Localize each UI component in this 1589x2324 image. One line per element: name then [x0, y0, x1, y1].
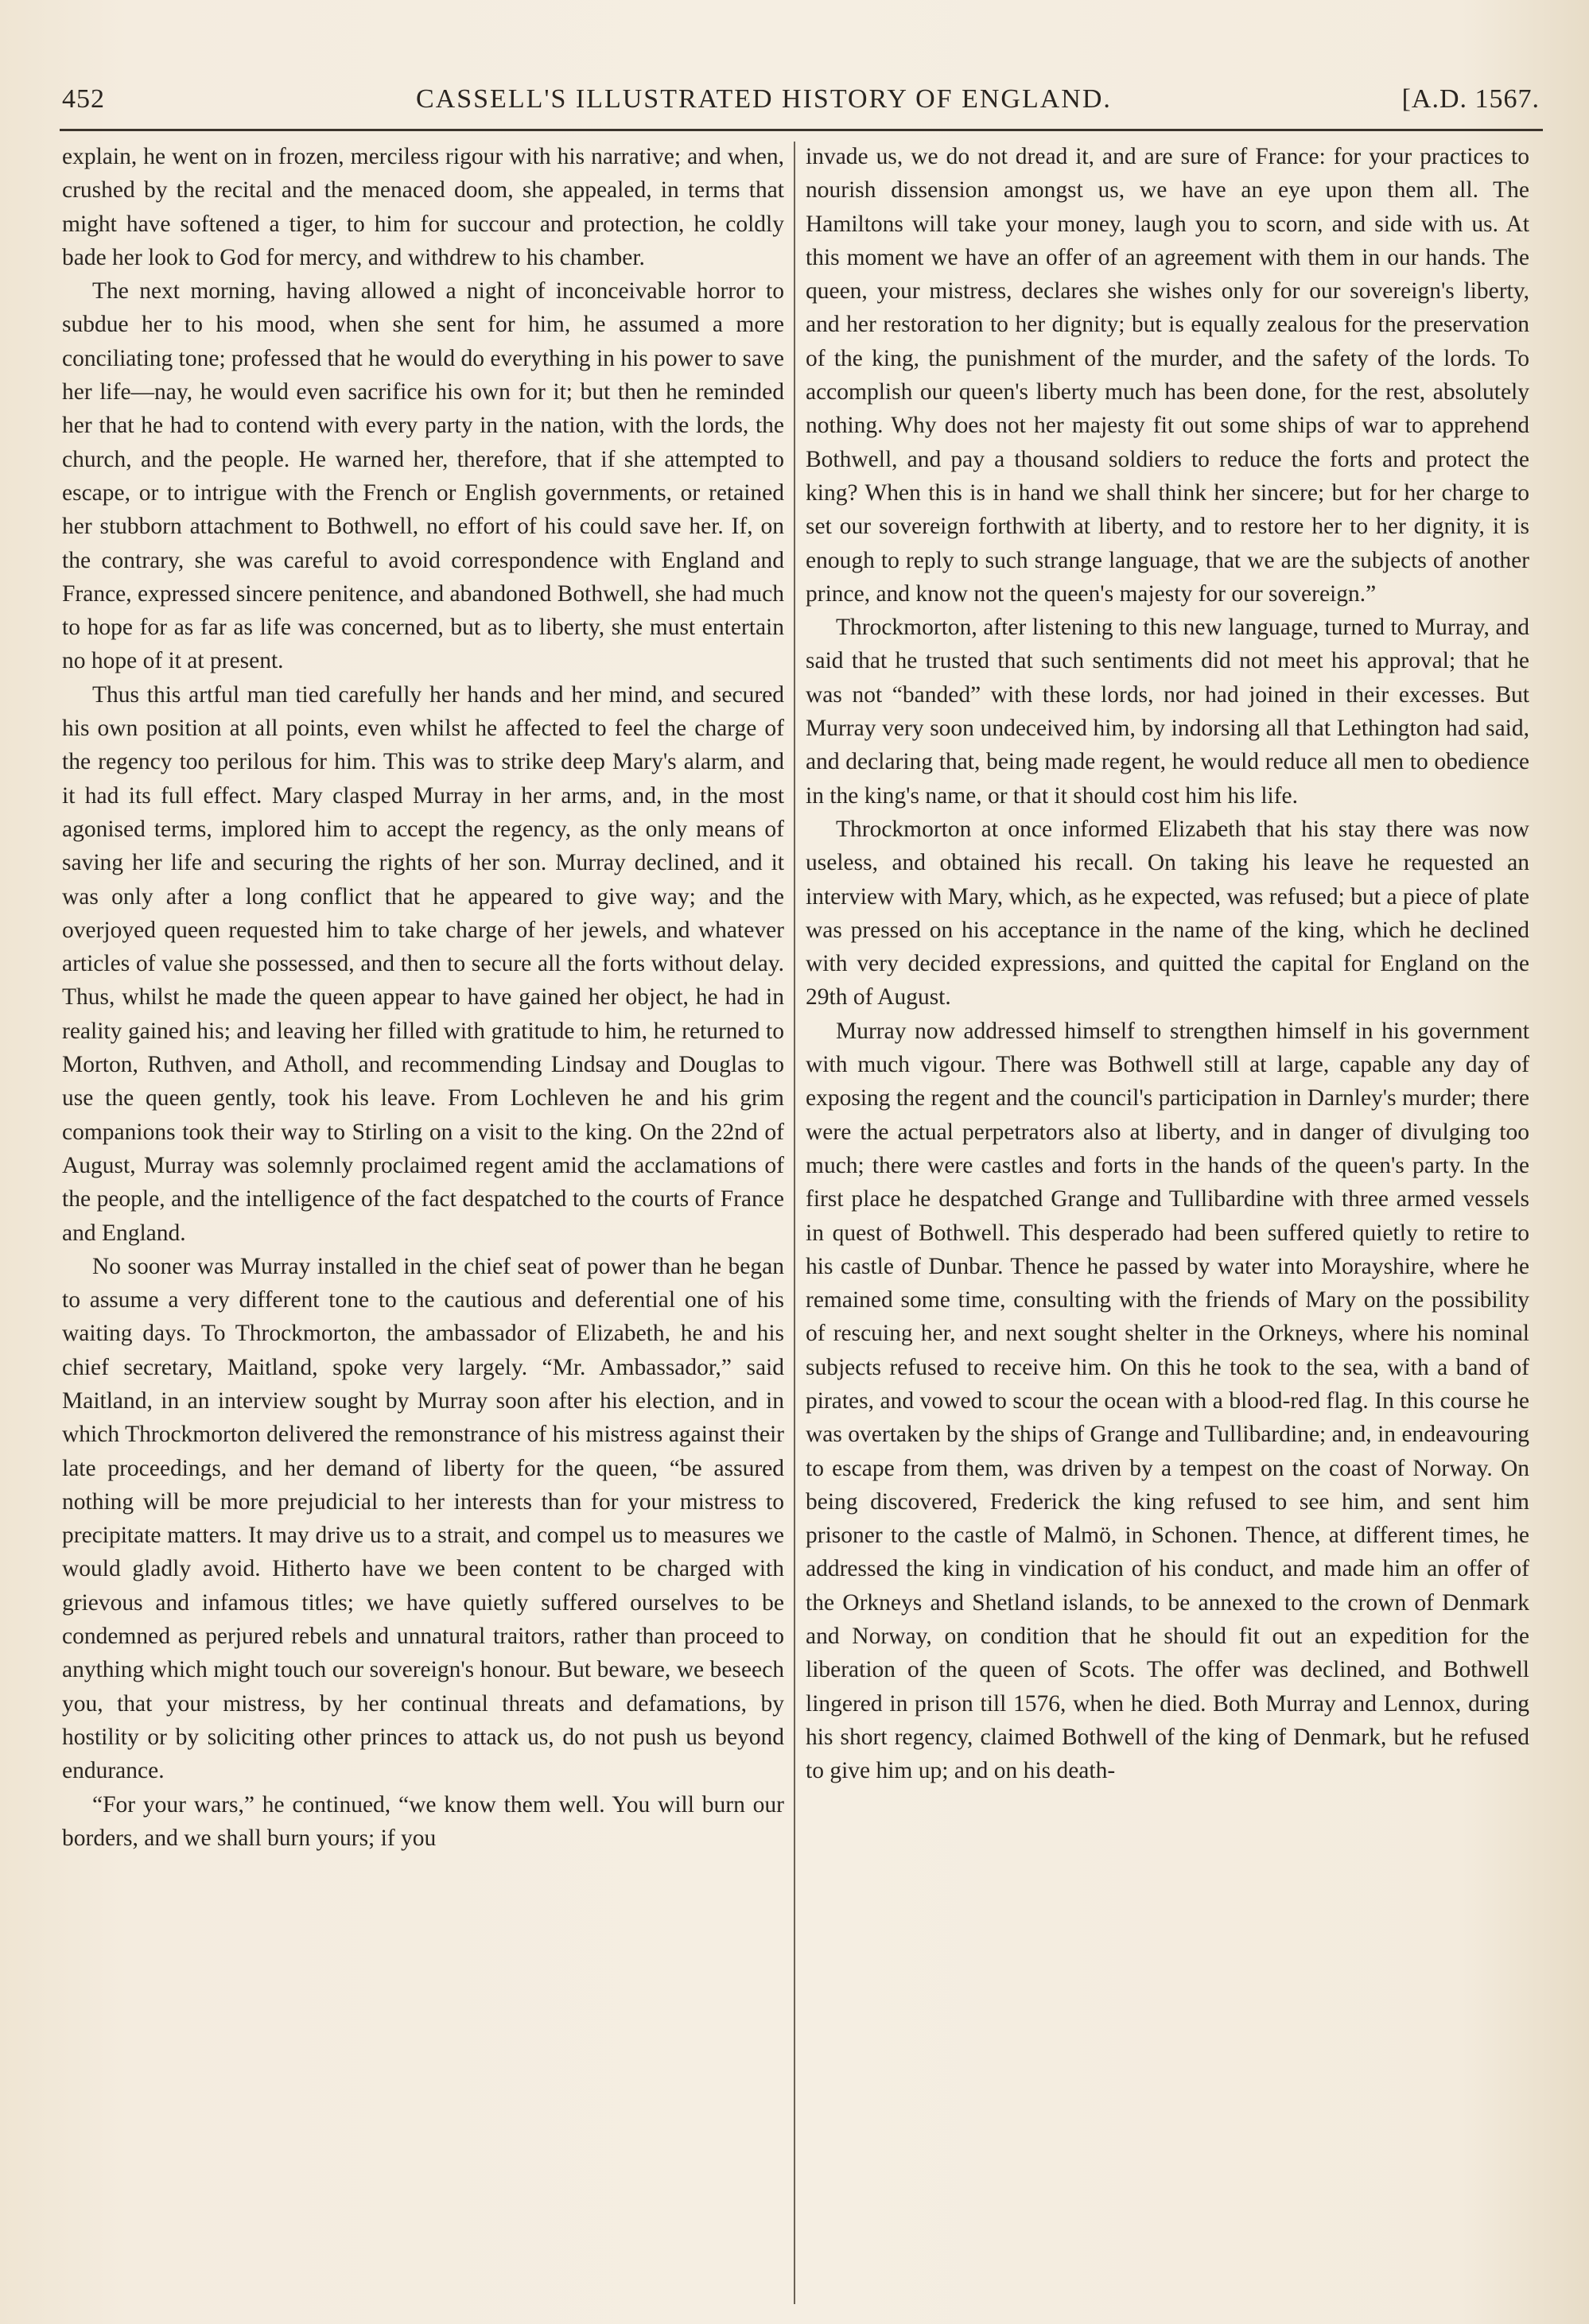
paragraph: explain, he went on in frozen, merciless rigour with his narrative; and when, crushed by the recital and the menaced doom, she appealed, in terms that might have softened a tiger, to him for succour and protection, he coldly bade her look to God for mercy, and withdrew to his chamber.	[62, 144, 784, 270]
paragraph: Throckmorton at once informed Elizabeth that his stay there was now useless, and obtained his recall. On taking his leave he requested an interview with Mary, which, as he expected, was refused; but a piece of plate was pressed on his acceptance in the name of the king, which he declined with very decided expressions, and quitted the capital for England on the 29th of August.	[806, 816, 1529, 1011]
header-rule	[60, 129, 1543, 131]
paragraph: No sooner was Murray installed in the chief seat of power than he began to assume a very different tone to the cautious and deferential one of his waiting days. To Throckmorton, the ambassador of Elizabeth, he and his chief secretary, Maitland, spoke very largely. “Mr. Ambassador,” said Maitland, in an interview sought by Murray soon after his election, and in which Throckmorton delivered the remonstrance of his mistress against their late proceedings, and her demand of liberty for the queen, “be assured nothing will be more prejudicial to her interests than for your mistress to precipitate matters. It may drive us to a strait, and compel us to measures we would gladly avoid. Hitherto have we been content to be charged with grievous and infamous titles; we have quietly suffered ourselves to be condemned as perjured rebels and unnatural traitors, rather than proceed to anything which might touch our sovereign's honour. But beware, we beseech you, that your mistress, by her continual threats and defamations, by hostility or by soliciting other princes to attack us, do not push us beyond endurance.	[62, 1253, 784, 1784]
paragraph: Murray now addressed himself to strengthen himself in his government with much vigour. There was Bothwell still at large, capable any day of exposing the regent and the council's participation in Darnley's murder; there were the actual perpetrators also at liberty, and in danger of divulging too much; there were castles and forts in the hands of the queen's party. In the first place he despatched Grange and Tullibardine with three armed vessels in quest of Bothwell. This desperado had been suffered quietly to retire to his castle of Dunbar. Thence he passed by water into Morayshire, where he remained some time, consulting with the friends of Mary on the possibility of rescuing her, and next sought shelter in the Orkneys, where his nominal subjects refused to receive him. On this he took to the sea, with a band of pirates, and vowed to scour the ocean with a blood-red flag. In this course he was overtaken by the ships of Grange and Tullibardine; and, in endeavouring to escape from them, was driven by a tempest on the coast of Norway. On being discovered, Frederick the king refused to see him, and sent him prisoner to the castle of Malmö, in Schonen. Thence, at different times, he addressed the king in vindication of his conduct, and made him an offer of the Orkneys and Shetland islands, to be annexed to the crown of Denmark and Norway, on condition that he should fit out an expedition for the liberation of the queen of Scots. The offer was declined, and Bothwell lingered in prison till 1576, when he died. Both Murray and Lennox, during his short regency, claimed Bothwell of the king of Denmark, but he refused to give him up; and on his death-	[806, 1018, 1529, 1784]
paragraph: Throckmorton, after listening to this new language, turned to Murray, and said that he trusted that such sentiments did not meet his approval; that he was not “banded” with these lords, nor had joined in their excesses. But Murray very soon undeceived him, by indorsing all that Lethington had said, and declaring that, being made regent, he would reduce all men to obedience in the king's name, or that it should cost him his life.	[806, 615, 1529, 809]
paragraph: Thus this artful man tied carefully her hands and her mind, and secured his own position at all points, even whilst he affected to feel the charge of the regency too perilous for him. This was to strike deep Mary's alarm, and it had its full effect. Mary clasped Murray in her arms, and, in the most agonised terms, implored him to accept the regency, as the only means of saving her life and securing the rights of her son. Murray declined, and it was only after a long conflict that he appeared to give way; and the overjoyed queen requested him to take charge of her jewels, and whatever articles of value she possessed, and then to secure all the forts without delay. Thus, whilst he made the queen appear to have gained her object, he had in reality gained his; and leaving her filled with gratitude to him, he returned to Morton, Ruthven, and Atholl, and recommending Lindsay and Douglas to use the queen gently, took his leave. From Lochleven he and his grim companions took their way to Stirling on a visit to the king. On the 22nd of August, Murray was solemnly proclaimed regent amid the acclamations of the people, and the intelligence of the fact despatched to the courts of France and England.	[62, 681, 784, 1246]
paragraph: invade us, we do not dread it, and are sure of France: for your practices to nourish dissension amongst us, we have an eye upon them all. The Hamiltons will take your money, laugh you to scorn, and side with us. At this moment we have an offer of an agreement with them in our hands. The queen, your mistress, declares she wishes only for our sovereign's liberty, and her restoration to her dignity; but is equally zealous for the preservation of the king, the punishment of the murder, and the safety of the lords. To accomplish our queen's liberty much has been done, for the rest, absolutely nothing. Why does not her majesty fit out some ships of war to apprehend Bothwell, and pay a thousand soldiers to reduce the forts and protect the king? When this is in hand we shall think her sincere; but for her charge to set our sovereign forthwith at liberty, and to restore her to her dignity, it is enough to reply to such strange language, that we are the subjects of another prince, and know not the queen's majesty for our sovereign.”	[806, 144, 1529, 607]
running-header	[62, 84, 1540, 124]
header-date: [A.D. 1567.	[1401, 84, 1540, 114]
running-title: CASSELL'S ILLUSTRATED HISTORY OF ENGLAND.	[416, 84, 1112, 114]
paragraph: “For your wars,” he continued, “we know them well. You will burn our borders, and we shall burn yours; if you	[62, 1791, 784, 1851]
page-number: 452	[62, 84, 105, 114]
paragraph: The next morning, having allowed a night of inconceivable horror to subdue her to his mood, when she sent for him, he assumed a more conciliating tone; professed that he would do everything in his power to save her life—nay, he would even sacrifice his own for it; but then he reminded her that he had to contend with every party in the nation, with the lords, the church, and the people. He warned her, therefore, that if she attempted to escape, or to intrigue with the French or English governments, or retained her stubborn attachment to Bothwell, no effort of his could save her. If, on the contrary, she was careful to avoid correspondence with England and France, expressed sincere penitence, and abandoned Bothwell, she had much to hope for as far as life was concerned, but as to liberty, she must entertain no hope of it at present.	[62, 278, 784, 674]
left-column	[62, 140, 784, 2310]
right-column	[806, 140, 1529, 2310]
column-divider	[794, 142, 795, 2304]
